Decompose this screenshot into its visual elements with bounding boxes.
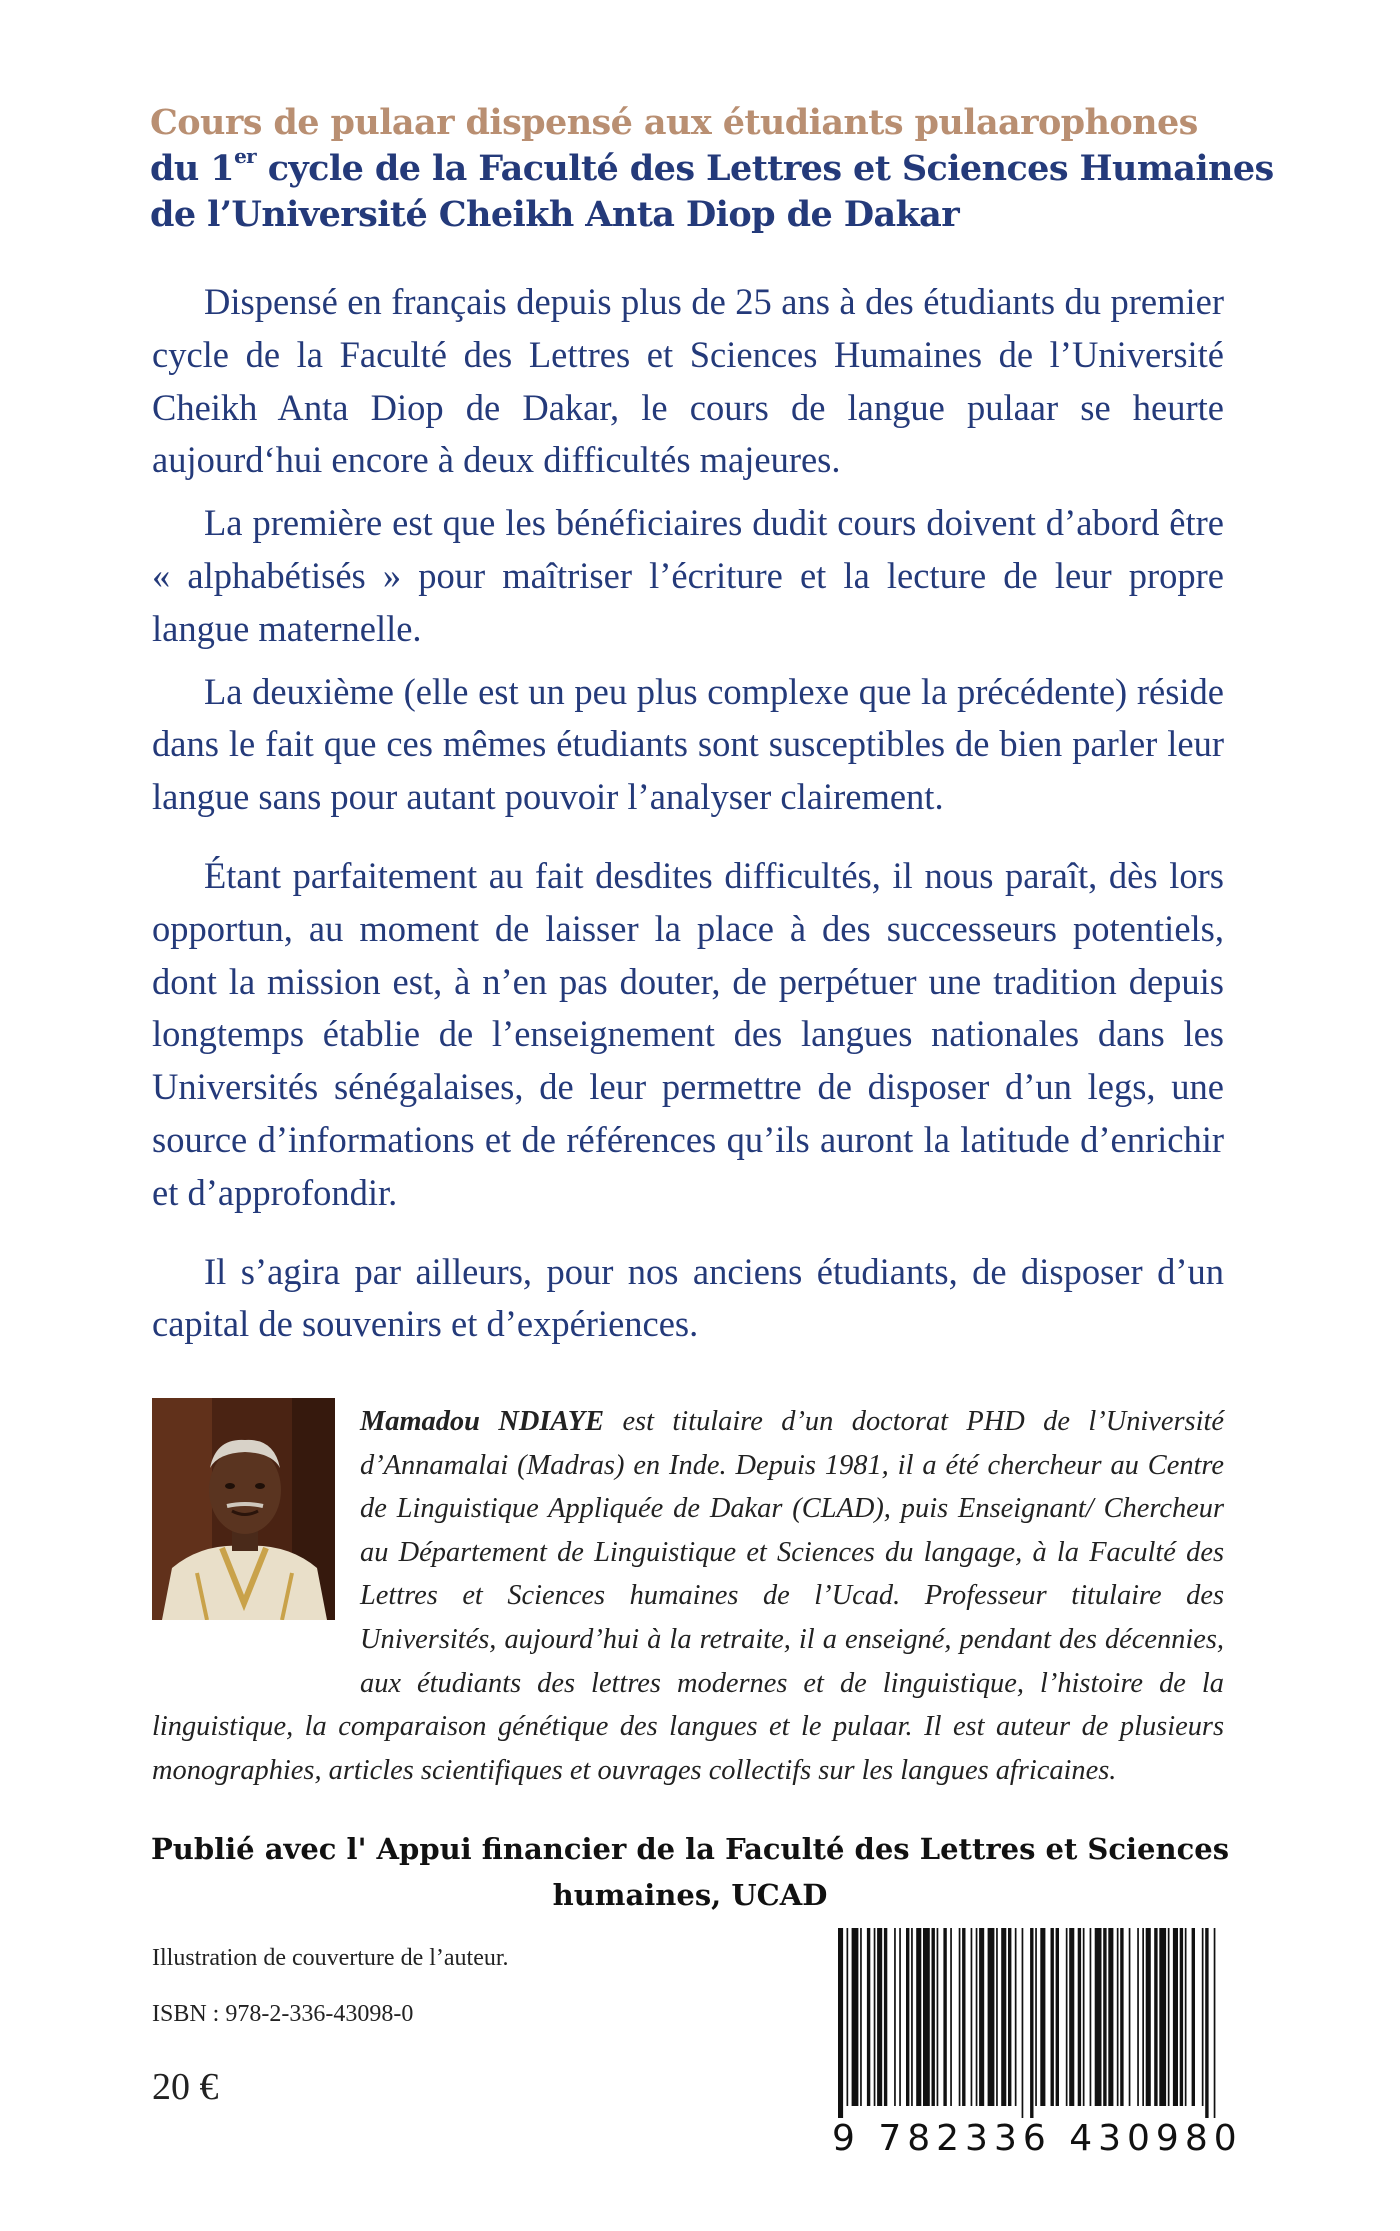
barcode-bar [1095, 1928, 1102, 2106]
barcode-bar [1117, 1928, 1119, 2106]
barcode-bar [937, 1928, 939, 2106]
barcode-bar [1146, 1928, 1151, 2106]
barcode-bar [852, 1928, 859, 2106]
barcode-bar [906, 1928, 909, 2106]
barcode [832, 1928, 1222, 2118]
summary-text [152, 276, 1224, 1351]
barcode-bar [867, 1928, 870, 2106]
barcode-bar [899, 1928, 901, 2106]
barcode-bar [979, 1928, 984, 2106]
summary-paragraph-1: Dispensé en français depuis plus de 25 ans à des étudiants du premier cycle de la Faculté des Lettres et Sciences Humaines de l’Université Cheikh Anta Diop de Dakar, le cours de langue pulaar se heurte aujourd‘hui encore à deux difficultés majeures. [152, 281, 1224, 481]
title-line-2-prefix: du 1 [150, 148, 235, 189]
barcode-bar [1015, 1928, 1017, 2106]
title-block [150, 100, 1300, 238]
title-line-2 [150, 146, 1300, 192]
barcode-bar [996, 1928, 998, 2106]
barcode-bar [1192, 1928, 1195, 2106]
barcode-bar [1120, 1928, 1123, 2106]
barcode-bar [1137, 1928, 1139, 2106]
barcode-bar [1051, 1928, 1054, 2106]
summary-paragraph-5: Il s’agira par ailleurs, pour nos anciens étudiants, de disposer d’un capital de souvenirs et d’expériences. [152, 1250, 1224, 1345]
barcode-bar [1108, 1928, 1113, 2106]
barcode-bar [1030, 1928, 1033, 2118]
barcode-bar [932, 1928, 935, 2106]
funding-notice-line-2: humaines, UCAD [552, 1878, 828, 1912]
barcode-bar [959, 1928, 961, 2106]
barcode-bar [884, 1928, 887, 2106]
summary-paragraph-4: Étant parfaitement au fait desdites difficultés, il nous paraît, dès lors opportun, au moment de laisser la place à des successeurs potentiels, dont la mission est, à n’en pas douter, de perpétuer une tradition depuis longtemps établie de l’enseignement des langues nationales dans les Universités sénégalaises, de leur permettre de disposer d’un legs, une source d’informations et de références qu’ils auront la latitude d’enrichir et d’approfondir. [152, 854, 1224, 1213]
barcode-bar [1173, 1928, 1178, 2106]
barcode-bar [894, 1928, 896, 2106]
summary-paragraph-2: La première est que les bénéficiaires dudit cours doivent d’abord être « alphabétisés » pour maîtriser l’écriture et la lecture de leur propre langue maternelle. [152, 502, 1224, 649]
barcode-bar [838, 1928, 843, 2118]
barcode-bar [950, 1928, 952, 2106]
barcode-bar [911, 1928, 913, 2106]
barcode-bar [988, 1928, 995, 2106]
barcode-bars [832, 1928, 1222, 2118]
barcode-bar [1185, 1928, 1187, 2106]
barcode-bar [1056, 1928, 1059, 2106]
barcode-bar [916, 1928, 921, 2106]
barcode-bar [1022, 1928, 1024, 2118]
barcode-bar [1214, 1928, 1216, 2118]
title-line-1: Cours de pulaar dispensé aux étudiants pulaarophones [150, 102, 1198, 143]
barcode-bar [976, 1928, 978, 2106]
barcode-bar [877, 1928, 882, 2106]
barcode-bar [874, 1928, 876, 2106]
barcode-bar [962, 1928, 965, 2106]
barcode-bar [1078, 1928, 1081, 2106]
summary-paragraph-3: La deuxième (elle est un peu plus complexe que la précédente) réside dans le fait que ces mêmes étudiants sont susceptibles de bien parler leur langue sans pour autant pouvoir l’analyser clairement. [152, 670, 1224, 818]
price: 20 € [152, 2066, 219, 2108]
barcode-bar [847, 1928, 849, 2106]
barcode-bar [923, 1928, 930, 2106]
barcode-bar [1103, 1928, 1106, 2106]
barcode-bar [1205, 1928, 1208, 2118]
title-line-2-suffix: cycle de la Faculté des Lettres et Sciences Humaines [256, 148, 1274, 189]
barcode-bar [1142, 1928, 1144, 2106]
barcode-bar [1001, 1928, 1006, 2106]
barcode-bar [943, 1928, 946, 2106]
author-bio-text: est titulaire d’un doctorat PHD de l’Université d’Annamalai (Madras) en Inde. Depuis 1981, il a été chercheur au Centre de Linguistique Appliquée de Dakar (CLAD), puis Enseignant/ Chercheur au Département de Linguistique et Sciences du langage, à la Faculté des Lettres et Sciences humaines de l’Ucad. Professeur titulaire des Universités, aujourd’hui à la retraite, il a enseigné, pendant des décennies, aux étudiants des lettres modernes et de linguistique, l’histoire de la linguistique, la comparaison génétique des langues et le pulaar. Il est auteur de plusieurs monographies, articles scientifiques et ouvrages collectifs sur les langues africaines. [152, 1406, 1224, 1786]
funding-notice [150, 1826, 1230, 1918]
illustration-credit: Illustration de couverture de l’auteur. [152, 1945, 509, 1971]
barcode-bar [1202, 1928, 1204, 2106]
barcode-bar [1129, 1928, 1131, 2106]
author-name: Mamadou NDIAYE [360, 1406, 605, 1437]
barcode-bar [1159, 1928, 1166, 2106]
barcode-bar [1040, 1928, 1045, 2106]
barcode-bar [1083, 1928, 1085, 2106]
barcode-bar [860, 1928, 862, 2106]
barcode-bar [971, 1928, 973, 2106]
barcode-bar [1066, 1928, 1068, 2106]
isbn: ISBN : 978-2-336-43098-0 [152, 2001, 414, 2027]
title-line-2-superscript: er [234, 144, 257, 169]
funding-notice-line-1: Publié avec l' Appui financier de la Faculté des Lettres et Sciences [150, 1832, 1230, 1866]
author-bio [152, 1400, 1224, 1792]
barcode-bar [1154, 1928, 1157, 2106]
barcode-bar [1180, 1928, 1183, 2106]
barcode-bar [1035, 1928, 1037, 2106]
barcode-bar [1090, 1928, 1092, 2106]
barcode-bar [1008, 1928, 1011, 2106]
barcode-bar [1069, 1928, 1074, 2106]
barcode-number: 9 782336 430980 [832, 2118, 1243, 2159]
barcode-bar [1168, 1928, 1170, 2106]
title-line-3: de l’Université Cheikh Anta Diop de Dakar [150, 194, 960, 235]
photo-spacer [152, 1400, 360, 1662]
